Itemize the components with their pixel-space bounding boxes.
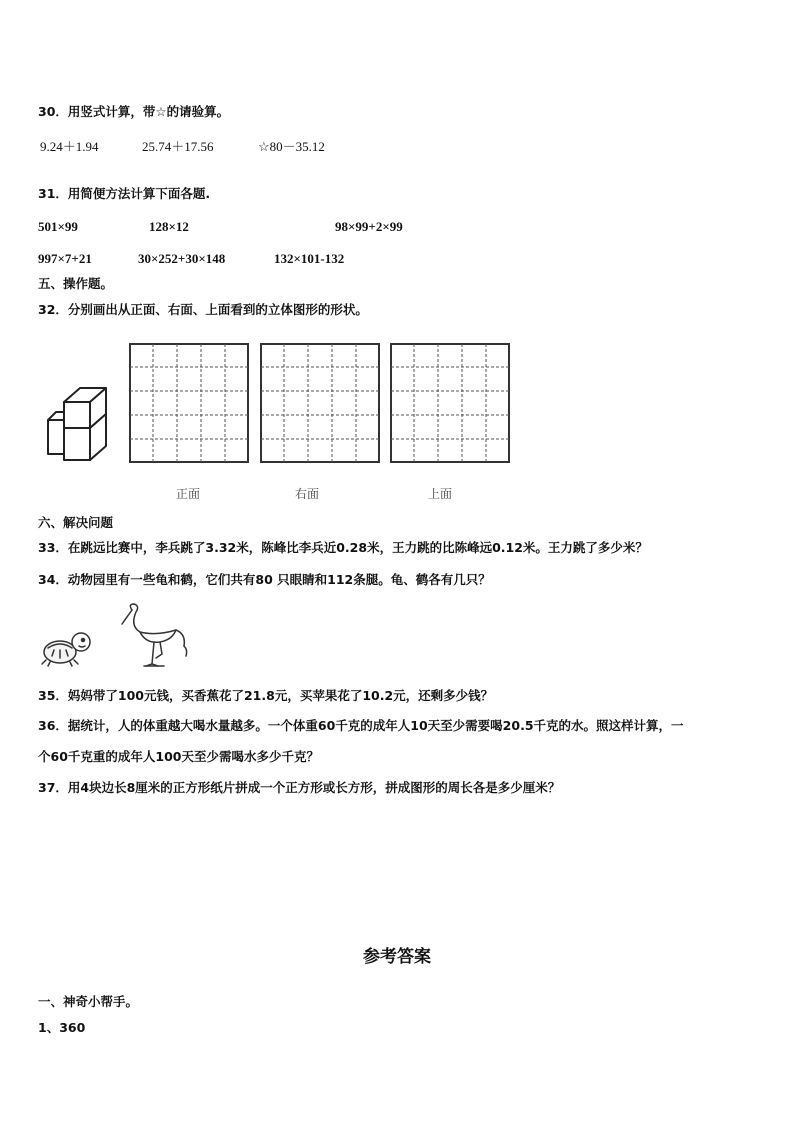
q31-expr-6: 132×101-132 bbox=[274, 251, 345, 266]
section-6-heading: 六、解决问题 bbox=[38, 515, 114, 530]
q32-title: 32．分别画出从正面、右面、上面看到的立体图形的形状。 bbox=[38, 302, 368, 317]
q31-title: 31．用简便方法计算下面各题. bbox=[38, 186, 211, 201]
right-view-grid[interactable] bbox=[260, 343, 380, 463]
q34-text: 34．动物园里有一些龟和鹤，它们共有80 只眼睛和112条腿。龟、鹤各有几只？ bbox=[38, 572, 491, 587]
caption-right: 右面 bbox=[295, 487, 320, 501]
q31-expr-4: 997×7+21 bbox=[38, 251, 92, 266]
q36-text-line2: 个60千克重的成年人100天至少需喝水多少千克？ bbox=[38, 749, 319, 764]
q30-expr-2: 25.74＋17.56 bbox=[142, 139, 214, 154]
answers-title: 参考答案 bbox=[363, 947, 431, 967]
q31-expr-2: 128×12 bbox=[149, 219, 189, 234]
cube-stack-figure bbox=[44, 384, 124, 464]
q31-expr-3: 98×99+2×99 bbox=[335, 219, 403, 234]
q31-expr-1: 501×99 bbox=[38, 219, 78, 234]
answer-1: 1、360 bbox=[38, 1020, 86, 1035]
q36-text-line1: 36．据统计，人的体重越大喝水量越多。一个体重60千克的成年人10天至少需要喝20.5千克的水。照这样计算，一 bbox=[38, 718, 684, 733]
section-5-heading: 五、操作题。 bbox=[38, 276, 114, 291]
front-view-grid[interactable] bbox=[129, 343, 249, 463]
q31-expr-5: 30×252+30×148 bbox=[138, 251, 226, 266]
q30-title: 30．用竖式计算，带☆的请验算。 bbox=[38, 104, 230, 119]
caption-front: 正面 bbox=[176, 487, 201, 501]
q33-text: 33．在跳远比赛中，李兵跳了3.32米，陈峰比李兵近0.28米，王力跳的比陈峰远0.12米。王力跳了多少米？ bbox=[38, 540, 648, 555]
q30-expr-3: ☆80－35.12 bbox=[258, 139, 325, 154]
q37-text: 37．用4块边长8厘米的正方形纸片拼成一个正方形或长方形，拼成图形的周长各是多少厘米？ bbox=[38, 780, 561, 795]
caption-top: 上面 bbox=[428, 487, 453, 501]
answers-section-1: 一、神奇小帮手。 bbox=[38, 994, 139, 1009]
q35-text: 35．妈妈带了100元钱，买香蕉花了21.8元，买苹果花了10.2元，还剩多少钱？ bbox=[38, 688, 494, 703]
turtle-crane-illustration bbox=[36, 600, 196, 672]
q30-expr-1: 9.24＋1.94 bbox=[40, 139, 99, 154]
top-view-grid[interactable] bbox=[390, 343, 510, 463]
